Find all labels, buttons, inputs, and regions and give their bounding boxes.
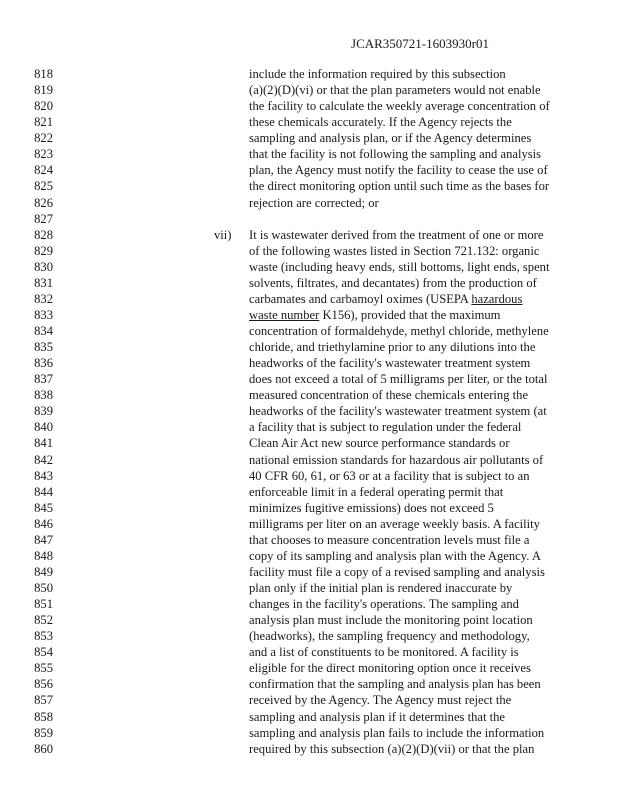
line-number: 836 xyxy=(34,356,53,371)
line-text xyxy=(249,419,521,435)
document-body xyxy=(0,66,624,757)
line-text xyxy=(249,532,529,548)
document-line xyxy=(0,564,624,580)
document-line xyxy=(0,355,624,371)
document-line xyxy=(0,644,624,660)
line-text-segment: facility must file a copy of a revised sampling and analysis xyxy=(249,564,545,579)
line-number: 849 xyxy=(34,564,53,579)
line-text xyxy=(249,82,541,98)
line-text-segment: measured concentration of these chemicals entering the xyxy=(249,388,529,403)
line-number: 837 xyxy=(34,372,53,387)
line-text-segment: chloride, and triethylamine prior to any dilutions into the xyxy=(249,340,536,355)
document-line xyxy=(0,339,624,355)
line-text-segment: copy of its sampling and analysis plan with the Agency. A xyxy=(249,548,541,563)
line-text xyxy=(249,114,512,130)
line-text xyxy=(249,484,503,500)
document-line xyxy=(0,500,624,516)
line-text-segment: enforceable limit in a federal operating permit that xyxy=(249,484,504,499)
line-text-segment: headworks of the facility's wastewater treatment system xyxy=(249,356,531,371)
line-number: 819 xyxy=(34,83,53,98)
document-line xyxy=(0,227,624,243)
line-number: 844 xyxy=(34,484,53,499)
document-line xyxy=(0,612,624,628)
line-text-segment: eligible for the direct monitoring option once it receives xyxy=(249,661,531,676)
document-line xyxy=(0,580,624,596)
line-text-segment: 40 CFR 60, 61, or 63 or at a facility that is subject to an xyxy=(249,468,530,483)
document-line xyxy=(0,676,624,692)
line-text-segment: sampling and analysis plan if it determines that the xyxy=(249,709,506,724)
line-text xyxy=(249,500,494,516)
document-line xyxy=(0,371,624,387)
document-line xyxy=(0,435,624,451)
line-number: 845 xyxy=(34,500,53,515)
document-line xyxy=(0,596,624,612)
document-line xyxy=(0,114,624,130)
line-text xyxy=(249,452,543,468)
line-number: 828 xyxy=(34,227,53,242)
document-line xyxy=(0,628,624,644)
line-text xyxy=(249,387,528,403)
line-text-segment: (headworks), the sampling frequency and methodology, xyxy=(249,629,530,644)
document-line xyxy=(0,516,624,532)
line-number: 826 xyxy=(34,195,53,210)
document-line xyxy=(0,741,624,757)
line-number: 841 xyxy=(34,436,53,451)
line-text xyxy=(249,628,530,644)
document-line xyxy=(0,419,624,435)
line-text-segment: of the following wastes listed in Section 721.132: organic xyxy=(249,243,540,258)
line-number: 831 xyxy=(34,275,53,290)
line-number: 834 xyxy=(34,324,53,338)
line-number: 858 xyxy=(34,709,53,724)
line-text xyxy=(249,371,548,387)
document-line xyxy=(0,243,624,259)
line-text-segment: headworks of the facility's wastewater treatment system (at xyxy=(249,404,547,419)
line-number: 822 xyxy=(34,131,53,146)
line-text-segment: that the facility is not following the sampling and analysis xyxy=(249,147,542,162)
line-text xyxy=(249,596,519,612)
line-number: 839 xyxy=(34,404,53,419)
line-text-segment: carbamates and carbamoyl oximes (USEPA xyxy=(249,291,472,306)
line-number: 846 xyxy=(34,516,53,531)
subsection-marker: vii) xyxy=(214,227,232,242)
line-text-segment: plan, the Agency must notify the facility to cease the use of xyxy=(249,163,548,178)
line-number: 823 xyxy=(34,147,53,162)
line-number: 821 xyxy=(34,115,53,130)
line-text xyxy=(249,66,506,82)
line-text xyxy=(249,435,510,451)
line-number: 859 xyxy=(34,725,53,740)
line-number: 827 xyxy=(34,211,53,226)
line-text xyxy=(249,403,547,419)
line-number: 851 xyxy=(34,597,53,612)
document-line xyxy=(0,484,624,500)
line-number: 854 xyxy=(34,645,53,660)
document-line xyxy=(0,323,624,339)
document-line xyxy=(0,387,624,403)
line-text xyxy=(249,516,540,532)
line-text-segment: concentration of formaldehyde, methyl chloride, methylene xyxy=(249,324,549,338)
line-text-segment: minimizes fugitive emissions) does not exceed 5 xyxy=(249,500,494,515)
line-number: 853 xyxy=(34,629,53,644)
line-text xyxy=(249,355,530,371)
document-line xyxy=(0,178,624,194)
line-text-segment: these chemicals accurately. If the Agency rejects the xyxy=(249,115,512,130)
document-line xyxy=(0,162,624,178)
line-text-segment: sampling and analysis plan fails to include the information xyxy=(249,725,545,740)
line-text-segment: Clean Air Act new source performance standards or xyxy=(249,436,510,451)
document-line xyxy=(0,66,624,82)
line-number: 818 xyxy=(34,67,53,81)
line-text xyxy=(249,612,533,628)
line-text xyxy=(249,709,505,725)
line-text-segment: plan only if the initial plan is rendered inaccurate by xyxy=(249,581,513,595)
document-line xyxy=(0,307,624,323)
line-text xyxy=(249,741,534,757)
document-line xyxy=(0,548,624,564)
line-text xyxy=(249,130,531,146)
document-line xyxy=(0,146,624,162)
line-text-segment: It is wastewater derived from the treatment of one or more xyxy=(249,227,544,242)
line-number: 820 xyxy=(34,99,53,114)
line-text-segment: the facility to calculate the weekly average concentration of xyxy=(249,99,550,114)
line-number: 840 xyxy=(34,420,53,435)
line-text xyxy=(249,307,500,323)
line-text xyxy=(249,146,541,162)
document-line xyxy=(0,403,624,419)
line-text-segment: required by this subsection (a)(2)(D)(vii) or that the plan xyxy=(249,741,535,756)
document-line xyxy=(0,709,624,725)
document-line xyxy=(0,195,624,211)
line-text xyxy=(249,660,531,676)
line-text xyxy=(249,275,537,291)
line-number: 843 xyxy=(34,468,53,483)
line-text-segment: the direct monitoring option until such time as the bases for xyxy=(249,179,550,194)
line-text-segment: include the information required by this subsection xyxy=(249,67,506,81)
line-number: 835 xyxy=(34,340,53,355)
line-text-segment: national emission standards for hazardous air pollutants of xyxy=(249,452,544,467)
document-line xyxy=(0,452,624,468)
line-number: 830 xyxy=(34,259,53,274)
line-text xyxy=(249,564,545,580)
underlined-insertion: hazardous xyxy=(471,291,523,306)
line-text xyxy=(249,243,539,259)
line-number: 832 xyxy=(34,291,53,306)
document-line xyxy=(0,98,624,114)
line-text xyxy=(249,178,549,194)
line-text-segment: solvents, filtrates, and decantates) from the production of xyxy=(249,275,537,290)
line-text xyxy=(249,468,530,484)
document-line xyxy=(0,468,624,484)
line-text-segment: changes in the facility's operations. The sampling and xyxy=(249,597,519,612)
underlined-insertion: waste number xyxy=(249,307,320,322)
line-text xyxy=(249,98,550,114)
document-id-header: JCAR350721-1603930r01 xyxy=(351,36,489,51)
document-line xyxy=(0,291,624,307)
document-line xyxy=(0,275,624,291)
line-text xyxy=(249,291,522,307)
line-number: 829 xyxy=(34,243,53,258)
line-text xyxy=(249,676,541,692)
line-text xyxy=(249,725,544,741)
line-text xyxy=(249,580,512,596)
document-line xyxy=(0,259,624,275)
line-text xyxy=(249,162,548,178)
line-text-segment: milligrams per liter on an average weekly basis. A facility xyxy=(249,516,540,531)
line-text-segment: confirmation that the sampling and analysis plan has been xyxy=(249,677,541,692)
line-text-segment: received by the Agency. The Agency must reject the xyxy=(249,693,512,708)
line-number: 857 xyxy=(34,693,53,708)
line-text xyxy=(249,195,379,211)
line-number: 855 xyxy=(34,661,53,676)
line-number: 860 xyxy=(34,741,53,756)
line-number: 825 xyxy=(34,179,53,194)
line-text xyxy=(249,339,535,355)
line-text-segment: waste (including heavy ends, still bottoms, light ends, spent xyxy=(249,259,550,274)
line-number: 850 xyxy=(34,581,53,595)
document-line xyxy=(0,660,624,676)
line-text-segment: a facility that is subject to regulation under the federal xyxy=(249,420,522,435)
line-text-segment: (a)(2)(D)(vi) or that the plan parameters would not enable xyxy=(249,83,541,98)
line-text-segment: that chooses to measure concentration levels must file a xyxy=(249,532,530,547)
line-number: 824 xyxy=(34,163,53,178)
line-text-segment: analysis plan must include the monitoring point location xyxy=(249,613,533,628)
document-line xyxy=(0,130,624,146)
line-text xyxy=(249,323,549,339)
line-text xyxy=(249,548,541,564)
line-text-segment: rejection are corrected; or xyxy=(249,195,379,210)
line-text xyxy=(249,227,543,243)
line-text xyxy=(249,692,511,708)
line-number: 856 xyxy=(34,677,53,692)
document-line xyxy=(0,532,624,548)
line-text xyxy=(249,259,549,275)
line-number: 842 xyxy=(34,452,53,467)
line-text xyxy=(249,644,519,660)
line-text-segment: does not exceed a total of 5 milligrams per liter, or the total xyxy=(249,372,548,387)
document-line xyxy=(0,725,624,741)
document-line xyxy=(0,692,624,708)
line-number: 838 xyxy=(34,388,53,403)
line-text-segment: and a list of constituents to be monitored. A facility is xyxy=(249,645,519,660)
document-line xyxy=(0,82,624,98)
line-number: 852 xyxy=(34,613,53,628)
line-number: 848 xyxy=(34,548,53,563)
line-number: 833 xyxy=(34,307,53,322)
line-number: 847 xyxy=(34,532,53,547)
line-text-segment: sampling and analysis plan, or if the Agency determines xyxy=(249,131,532,146)
document-line xyxy=(0,211,624,227)
line-text-segment: K156), provided that the maximum xyxy=(319,307,501,322)
